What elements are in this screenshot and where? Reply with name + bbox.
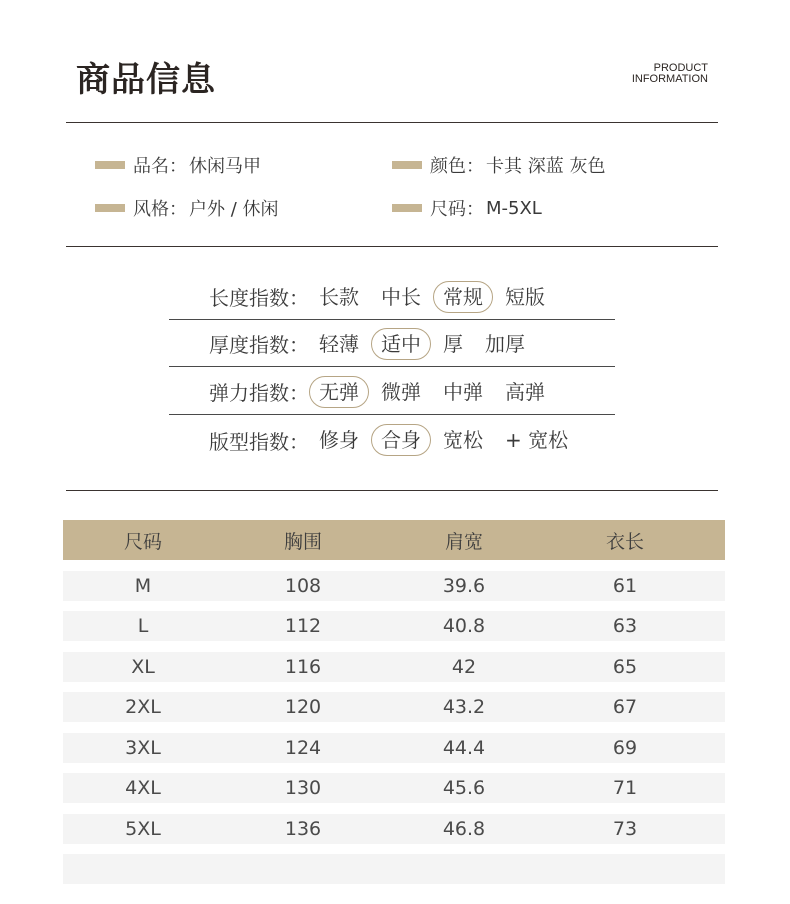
table-cell: 61: [612, 574, 638, 597]
info-value: 休闲马甲: [189, 156, 261, 177]
table-cell: 136: [284, 817, 322, 840]
size-table: [63, 520, 725, 884]
info-item-size: [392, 195, 542, 221]
table-cell: 45.6: [442, 777, 486, 799]
table-cell: 3XL: [125, 736, 161, 759]
table-cell: 71: [612, 777, 638, 799]
index-option: 修身: [319, 428, 359, 452]
page-title: 商品信息: [76, 60, 216, 100]
divider-bottom: [66, 490, 718, 491]
index-label: 弹力指数：: [209, 381, 309, 405]
bullet-bar-icon: [95, 161, 125, 169]
bullet-bar-icon: [95, 204, 125, 212]
header-cell-size: 尺码: [123, 530, 162, 553]
index-option: 高弹: [505, 379, 545, 404]
table-row: [63, 773, 725, 803]
info-label: 风格：: [133, 199, 187, 220]
index-option-selected: 无弹: [309, 376, 369, 408]
info-label: 尺码：: [430, 199, 484, 220]
header-cell-shoulder: 肩宽: [444, 530, 483, 553]
index-option: 短版: [505, 284, 545, 309]
table-cell: 130: [284, 777, 322, 799]
header-cell-length: 衣长: [605, 530, 644, 553]
table-cell: M: [134, 574, 152, 597]
divider-top: [66, 122, 718, 123]
table-cell: 69: [612, 736, 638, 759]
table-cell: 65: [612, 655, 638, 678]
bullet-bar-icon: [392, 204, 422, 212]
table-row: [63, 652, 725, 682]
header-cell-chest: 胸围: [283, 530, 322, 553]
table-cell: XL: [131, 655, 155, 678]
table-cell: 124: [284, 736, 322, 759]
table-row: [63, 611, 725, 641]
table-cell: 2XL: [125, 696, 161, 718]
info-value: 卡其 深蓝 灰色: [486, 156, 606, 177]
table-cell: 120: [284, 696, 322, 718]
table-cell: 44.4: [442, 736, 486, 759]
index-option: 轻薄: [319, 331, 359, 356]
index-row-thickness: [169, 321, 615, 367]
table-cell: 112: [284, 615, 322, 637]
bullet-bar-icon: [392, 161, 422, 169]
table-row: [63, 571, 725, 601]
table-cell: 73: [612, 817, 638, 840]
title-english-line2: INFORMATION: [631, 73, 708, 85]
index-row-length: [169, 274, 615, 320]
table-cell: 39.6: [442, 574, 486, 597]
table-row: [63, 692, 725, 722]
index-option-selected: 常规: [433, 281, 493, 313]
index-option: + 宽松: [505, 428, 569, 452]
index-option: 中长: [381, 284, 421, 309]
index-label: 版型指数：: [209, 429, 309, 454]
index-option: 厚: [443, 331, 463, 356]
table-cell: 63: [612, 615, 638, 637]
info-value: 户外 / 休闲: [189, 199, 279, 220]
table-cell: 43.2: [442, 696, 486, 718]
info-item-color: [392, 152, 605, 178]
info-label: 品名：: [133, 156, 187, 177]
index-option: 微弹: [381, 379, 421, 404]
info-item-name: [95, 152, 261, 178]
table-cell: 5XL: [125, 817, 161, 840]
title-english: [632, 63, 708, 85]
index-option-selected: 合身: [371, 424, 431, 456]
table-cell: 116: [284, 655, 322, 678]
index-option: 长款: [319, 284, 359, 309]
index-option: 中弹: [443, 379, 483, 404]
table-row: [63, 733, 725, 763]
title-english-line1: PRODUCT: [653, 62, 708, 74]
table-row-empty: [63, 854, 725, 884]
index-row-elasticity: [169, 369, 615, 415]
info-item-style: [95, 195, 279, 221]
info-label: 颜色：: [430, 156, 484, 177]
table-cell: 42: [451, 655, 477, 678]
table-cell: 67: [612, 696, 638, 718]
table-row: [63, 814, 725, 844]
index-option: 加厚: [485, 331, 525, 356]
index-row-fit: [169, 417, 615, 463]
index-option: 宽松: [443, 428, 483, 452]
table-cell: 40.8: [442, 615, 486, 637]
table-cell: 4XL: [125, 777, 161, 799]
table-cell: L: [137, 615, 149, 637]
index-label: 长度指数：: [209, 286, 309, 310]
table-header: [63, 520, 725, 560]
divider-middle: [66, 246, 718, 247]
index-label: 厚度指数：: [209, 333, 309, 357]
table-cell: 108: [284, 574, 322, 597]
info-value: M-5XL: [486, 197, 542, 219]
index-option-selected: 适中: [371, 328, 431, 360]
table-cell: 46.8: [442, 817, 486, 840]
